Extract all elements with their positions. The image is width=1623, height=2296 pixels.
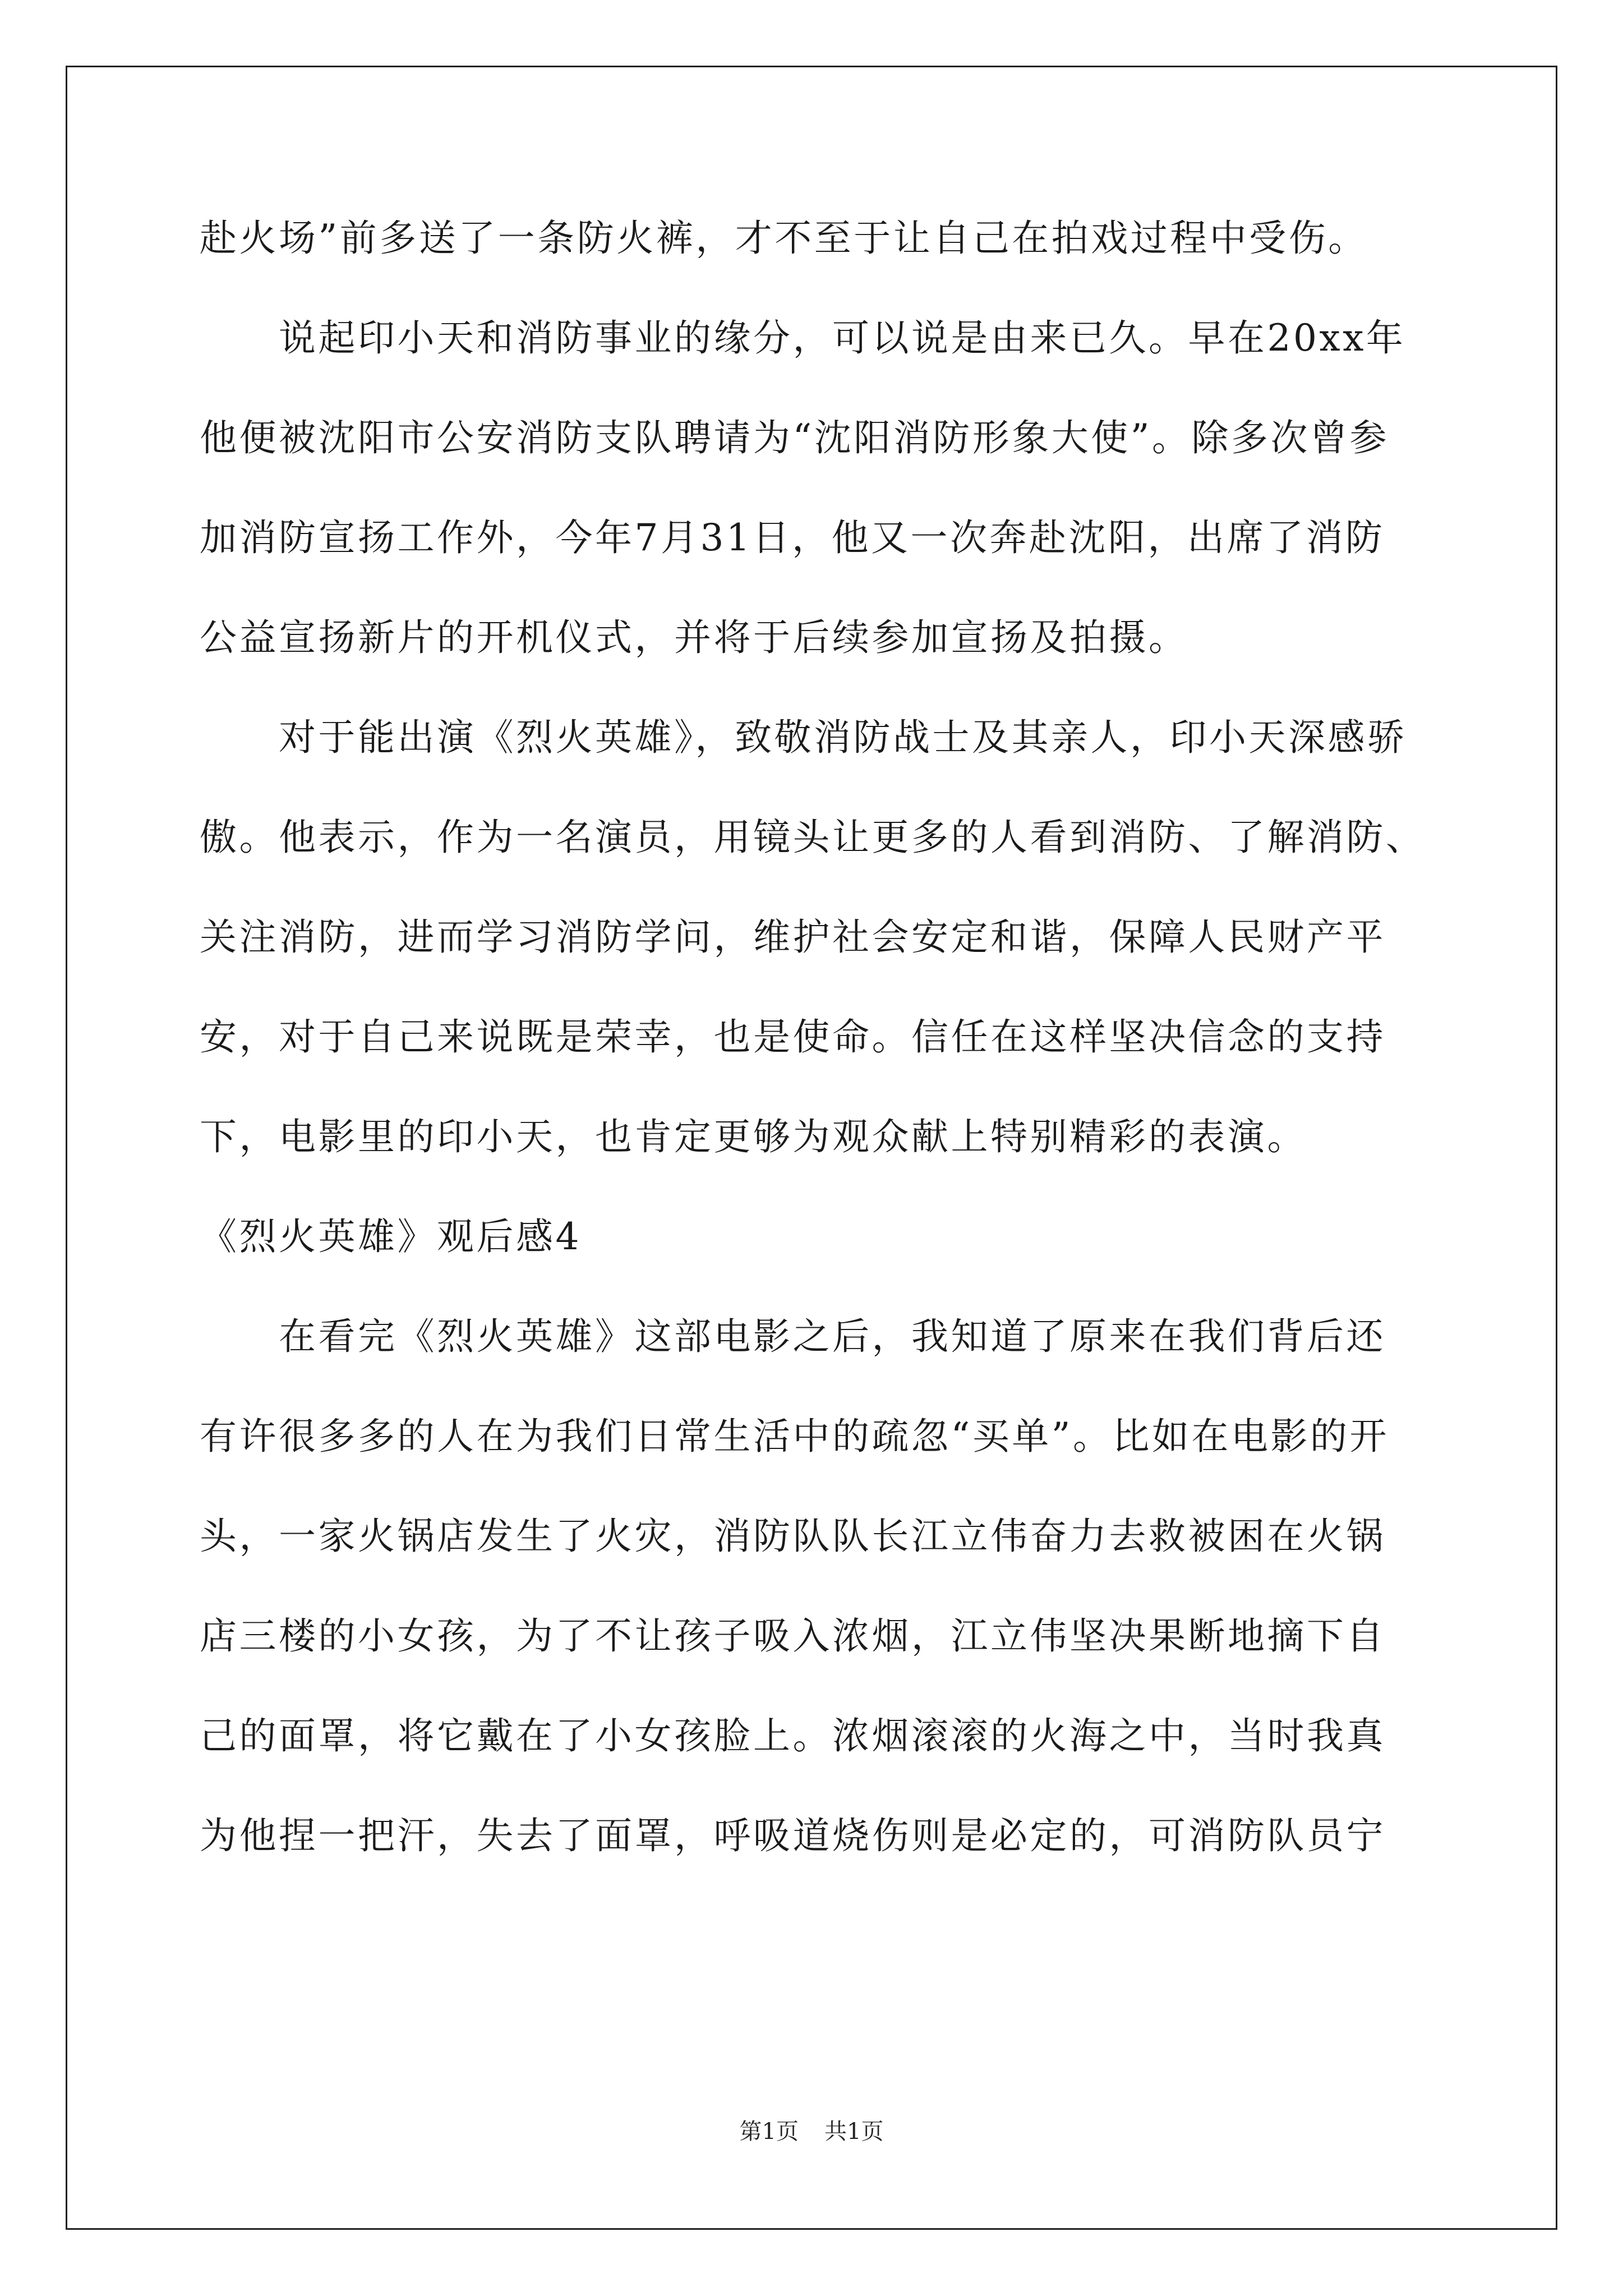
text-line: 有许很多多的人在为我们日常生活中的疏忽“买单”。比如在电影的开 [200, 1415, 1389, 1458]
text-line: 头，一家火锅店发生了火灾，消防队队长江立伟奋力去救被困在火锅 [200, 1515, 1386, 1558]
text-line: 在看完《烈火英雄》这部电影之后，我知道了原来在我们背后还 [200, 1315, 1386, 1358]
text-line: 店三楼的小女孩，为了不让孩子吸入浓烟，江立伟坚决果断地摘下自 [200, 1614, 1386, 1658]
text-line: 公益宣扬新片的开机仪式，并将于后续参加宣扬及拍摄。 [200, 616, 1188, 659]
text-line: 说起印小天和消防事业的缘分，可以说是由来已久。早在20xx年 [200, 316, 1406, 360]
text-line: 己的面罩，将它戴在了小女孩脸上。浓烟滚滚的火海之中，当时我真 [200, 1714, 1386, 1757]
text-line: 傲。他表示，作为一名演员，用镜头让更多的人看到消防、了解消防、 [200, 816, 1426, 859]
text-line: 安，对于自己来说既是荣幸，也是使命。信任在这样坚决信念的支持 [200, 1015, 1386, 1059]
text-line: 为他捏一把汗，失去了面罩，呼吸道烧伤则是必定的，可消防队员宁 [200, 1814, 1386, 1857]
text-line: 关注消防，进而学习消防学问，维护社会安定和谐，保障人民财产平 [200, 915, 1386, 959]
section-heading: 《烈火英雄》观后感4 [200, 1215, 582, 1258]
text-line: 下，电影里的印小天，也肯定更够为观众献上特别精彩的表演。 [200, 1115, 1307, 1158]
text-line: 对于能出演《烈火英雄》，致敬消防战士及其亲人，印小天深感骄 [200, 716, 1407, 759]
page-total: 共1页 [824, 2119, 884, 2145]
text-line: 他便被沈阳市公安消防支队聘请为“沈阳消防形象大使”。除多次曾参 [200, 416, 1389, 459]
page-number: 第1页 [739, 2119, 799, 2145]
page-footer [0, 2115, 1623, 2148]
text-line: 加消防宣扬工作外，今年7月31日，他又一次奔赴沈阳，出席了消防 [200, 516, 1385, 559]
text-line: 赴火场”前多送了一条防火裤，才不至于让自己在拍戏过程中受伤。 [200, 217, 1368, 260]
